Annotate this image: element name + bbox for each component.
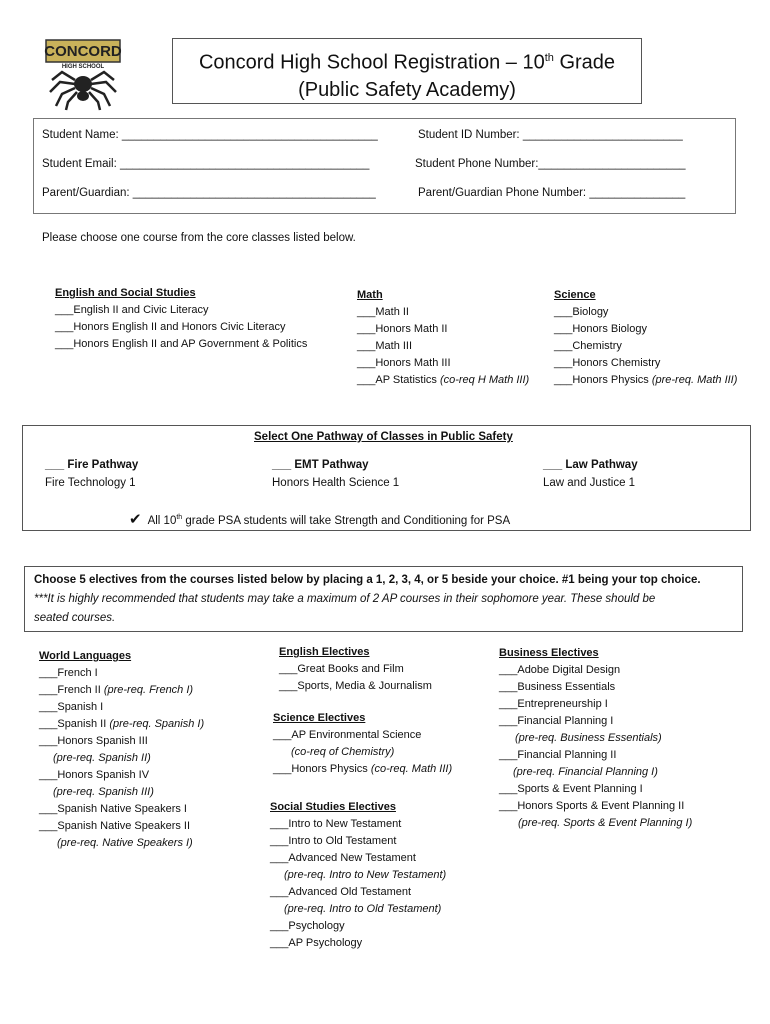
pathway-heading: Select One Pathway of Classes in Public Safety (254, 431, 513, 443)
world-languages-heading: World Languages (39, 650, 132, 662)
electives-instructions-line2: ***It is highly recommended that students may take a maximum of 2 AP courses in their sophomore year. These should be (34, 593, 656, 605)
law-pathway-option[interactable]: ___ Law Pathway (543, 459, 638, 471)
law-pathway-course: Law and Justice 1 (543, 477, 636, 489)
core-english-heading: English and Social Studies (55, 287, 196, 299)
core-science-heading: Science (554, 289, 596, 301)
prereq-note: (pre-req. Intro to Old Testament) (284, 903, 442, 915)
elective-option[interactable]: ___Spanish Native Speakers II (39, 820, 191, 832)
elective-option[interactable]: ___Sports, Media & Journalism (279, 680, 432, 692)
elective-option[interactable]: ___Spanish I (39, 701, 104, 713)
fire-pathway-option[interactable]: ___ Fire Pathway (45, 459, 139, 471)
elective-option[interactable]: ___Spanish Native Speakers I (39, 803, 187, 815)
core-math-option[interactable]: ___Math II (357, 306, 409, 318)
checkmark-icon: ✔ (129, 510, 142, 528)
english-electives-column (279, 644, 432, 695)
elective-option[interactable]: ___Honors Sports & Event Planning II (499, 800, 685, 812)
logo-text: CONCORD (44, 43, 122, 60)
english-electives-heading: English Electives (279, 646, 370, 658)
elective-option[interactable]: ___AP Psychology (270, 937, 363, 949)
emt-pathway-course: Honors Health Science 1 (272, 477, 400, 489)
core-english-option[interactable]: ___Honors English II and AP Government & Politics (55, 338, 308, 350)
prereq-note: (pre-req. Spanish III) (53, 786, 154, 798)
science-electives-column (273, 710, 452, 778)
elective-option[interactable]: ___Honors Physics (co-req. Math III) (273, 763, 453, 775)
parent-guardian-field[interactable]: Parent/Guardian: ______________________________________ (42, 187, 376, 199)
elective-option[interactable]: ___Financial Planning II (499, 749, 617, 761)
prereq-note: (pre-req. Sports & Event Planning I) (518, 817, 693, 829)
elective-option[interactable]: ___French I (39, 667, 98, 679)
core-math-option[interactable]: ___Honors Math II (357, 323, 448, 335)
elective-option[interactable]: ___Advanced New Testament (270, 852, 416, 864)
form-title-box (172, 38, 642, 104)
core-math-option[interactable]: ___Honors Math III (357, 357, 451, 369)
social-studies-electives-heading: Social Studies Electives (270, 801, 396, 813)
world-languages-column (39, 648, 204, 852)
fire-pathway-course: Fire Technology 1 (45, 477, 136, 489)
core-science-column (554, 287, 737, 389)
student-id-field[interactable]: Student ID Number: _________________________ (418, 129, 683, 141)
school-logo (42, 36, 124, 112)
form-subtitle: (Public Safety Academy) (298, 78, 516, 101)
social-studies-electives-column (270, 799, 446, 952)
elective-option[interactable]: ___Entrepreneurship I (499, 698, 608, 710)
core-instructions: Please choose one course from the core classes listed below. (42, 232, 356, 244)
elective-option[interactable]: ___Advanced Old Testament (270, 886, 412, 898)
prereq-note: (pre-req. Financial Planning I) (513, 766, 658, 778)
elective-option[interactable]: ___Intro to Old Testament (270, 835, 397, 847)
elective-option[interactable]: ___Honors Spanish III (39, 735, 148, 747)
core-math-option[interactable]: ___AP Statistics (co-req H Math III) (357, 374, 530, 386)
elective-option[interactable]: ___Business Essentials (499, 681, 616, 693)
student-info-box (33, 118, 736, 214)
logo-subtext: HIGH SCHOOL (61, 64, 105, 70)
business-electives-heading: Business Electives (499, 647, 599, 659)
core-science-option[interactable]: ___Honors Biology (554, 323, 647, 335)
prereq-note: (pre-req. Native Speakers I) (57, 837, 193, 849)
elective-option[interactable]: ___Sports & Event Planning I (499, 783, 643, 795)
core-science-option[interactable]: ___Honors Physics (pre-req. Math III) (554, 374, 738, 386)
student-email-field[interactable]: Student Email: _______________________________________ (42, 158, 370, 170)
emt-pathway-option[interactable]: ___ EMT Pathway (272, 459, 369, 471)
form-title: Concord High School Registration – 10th Grade (198, 51, 616, 74)
elective-option[interactable]: ___French II (pre-req. French I) (39, 684, 194, 696)
elective-option[interactable]: ___Adobe Digital Design (499, 664, 621, 676)
parent-phone-field[interactable]: Parent/Guardian Phone Number: _______________ (418, 187, 686, 199)
elective-option[interactable]: ___Psychology (270, 920, 345, 932)
core-math-column (357, 287, 529, 389)
student-name-field[interactable]: Student Name: ________________________________________ (42, 129, 378, 141)
core-english-option[interactable]: ___English II and Civic Literacy (55, 304, 209, 316)
prereq-note: (pre-req. Business Essentials) (515, 732, 662, 744)
psa-note: ✔ All 10th grade PSA students will take Strength and Conditioning for PSA (129, 510, 511, 528)
core-science-option[interactable]: ___Honors Chemistry (554, 357, 661, 369)
science-electives-heading: Science Electives (273, 712, 366, 724)
prereq-note: (co-req of Chemistry) (291, 746, 395, 758)
student-phone-field[interactable]: Student Phone Number:_______________________ (415, 158, 686, 170)
business-electives-column (499, 645, 692, 832)
core-english-column (55, 285, 307, 353)
elective-option[interactable]: ___Intro to New Testament (270, 818, 402, 830)
core-science-option[interactable]: ___Biology (554, 306, 609, 318)
core-math-option[interactable]: ___Math III (357, 340, 413, 352)
elective-option[interactable]: ___Spanish II (pre-req. Spanish I) (39, 718, 205, 730)
elective-option[interactable]: ___AP Environmental Science (273, 729, 422, 741)
spider-icon (42, 36, 124, 112)
core-math-heading: Math (357, 289, 383, 301)
elective-option[interactable]: ___Financial Planning I (499, 715, 614, 727)
electives-instructions-line3: seated courses. (34, 612, 116, 624)
electives-instructions-line1: Choose 5 electives from the courses listed below by placing a 1, 2, 3, 4, or 5 beside your choice. #1 being your top choice. (34, 574, 701, 586)
pathway-box (22, 425, 751, 531)
prereq-note: (pre-req. Intro to New Testament) (284, 869, 447, 881)
core-english-option[interactable]: ___Honors English II and Honors Civic Literacy (55, 321, 286, 333)
elective-option[interactable]: ___Honors Spanish IV (39, 769, 150, 781)
elective-option[interactable]: ___Great Books and Film (279, 663, 404, 675)
prereq-note: (pre-req. Spanish II) (53, 752, 151, 764)
electives-instructions-box (24, 566, 743, 632)
core-science-option[interactable]: ___Chemistry (554, 340, 622, 352)
